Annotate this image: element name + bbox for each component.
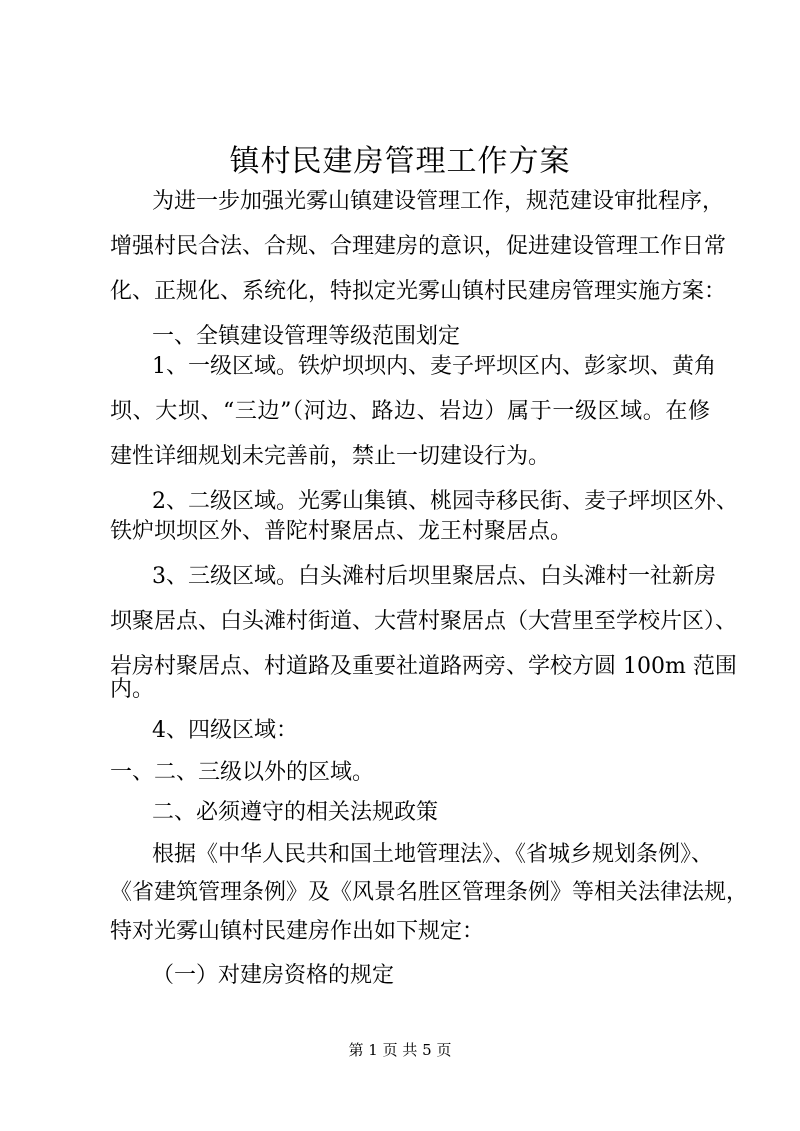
paragraph-line: 铁炉坝坝区外、普陀村聚居点、龙王村聚居点。: [110, 519, 573, 544]
paragraph-line: 坝、大坝、“三边”（河边、路边、岩边）属于一级区域。在修: [110, 399, 710, 424]
paragraph-line: 内。: [110, 677, 155, 702]
paragraph-line: 《省建筑管理条例》及《风景名胜区管理条例》等相关法律法规，: [110, 880, 749, 905]
paragraph-line: 一、二、三级以外的区域。: [110, 760, 375, 785]
paragraph-line: 根据《中华人民共和国土地管理法》、《省城乡规划条例》、: [152, 842, 714, 867]
section-heading: 一、全镇建设管理等级范围划定: [152, 324, 461, 349]
paragraph-line: 2、二级区域。光雾山集镇、桃园寺移民街、麦子坪坝区外、: [152, 489, 738, 514]
document-title: 镇村民建房管理工作方案: [229, 144, 571, 179]
paragraph-line: 为进一步加强光雾山镇建设管理工作，规范建设审批程序，: [152, 189, 725, 214]
subsection-heading: （一）对建房资格的规定: [152, 963, 395, 988]
paragraph-line: 坝聚居点、白头滩村街道、大营村聚居点（大营里至学校片区）、: [110, 609, 738, 634]
paragraph-line: 特对光雾山镇村民建房作出如下规定：: [110, 919, 485, 944]
paragraph-line: 增强村民合法、合规、合理建房的意识，促进建设管理工作日常: [110, 234, 727, 259]
paragraph-line: 3、三级区域。白头滩村后坝里聚居点、白头滩村一社新房: [152, 564, 716, 589]
paragraph-line: 建性详细规划未完善前，禁止一切建设行为。: [110, 444, 551, 469]
section-heading: 二、必须遵守的相关法规政策: [152, 800, 439, 825]
page-number: 第 1 页 共 5 页: [348, 1041, 452, 1059]
paragraph-line: 化、正规化、系统化，特拟定光雾山镇村民建房管理实施方案：: [110, 279, 727, 304]
paragraph-line: 1、一级区域。铁炉坝坝内、麦子坪坝区内、彭家坝、黄角: [152, 354, 716, 379]
paragraph-line: 岩房村聚居点、村道路及重要社道路两旁、学校方圆 100m 范围: [110, 654, 737, 679]
paragraph-line: 4、四级区域：: [152, 718, 298, 743]
